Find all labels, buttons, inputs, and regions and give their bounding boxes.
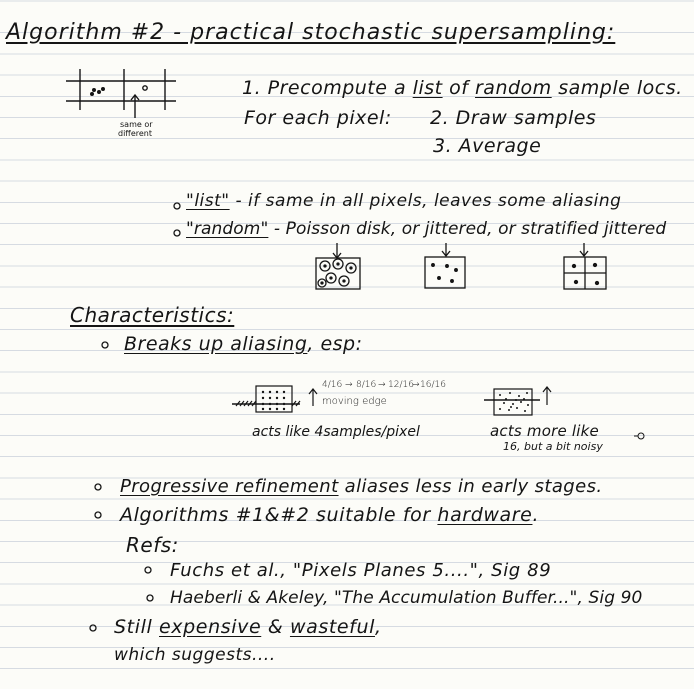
arrow-1: →	[345, 380, 353, 390]
which-suggests: which suggests....	[114, 645, 276, 665]
for-each-pixel-label: For each pixel:	[244, 107, 392, 129]
breaks-aliasing-key: Breaks up aliasing	[124, 333, 308, 355]
bullet-list-note	[186, 191, 621, 211]
algorithms-end: .	[532, 504, 540, 526]
arrow-2: →	[378, 380, 386, 390]
bullet-markers	[90, 203, 180, 631]
bullet-random-key: "random"	[186, 219, 269, 239]
still-expensive-line	[114, 616, 382, 638]
noisy-samples-sketch	[484, 387, 551, 415]
bullet-list-text: - if same in all pixels, leaves some aliasing	[229, 191, 622, 211]
progressive-rest: aliases less in early stages.	[338, 476, 603, 497]
sample-grid-dots	[262, 391, 285, 410]
progressive-key: Progressive refinement	[120, 476, 339, 497]
step-1	[242, 77, 683, 99]
breaks-aliasing-rest: , esp:	[307, 333, 363, 355]
step-1-prefix: 1. Precompute a	[242, 77, 413, 99]
pixel-sketch-note-1: same or	[120, 120, 153, 129]
still-end: ,	[374, 616, 382, 638]
step-1-of: of	[442, 77, 475, 99]
fraction-1: 4/16	[322, 380, 343, 390]
algorithms-hardware: hardware	[437, 504, 533, 526]
breaks-aliasing-line	[124, 333, 363, 355]
acts-like-right-1: acts more like	[490, 422, 599, 440]
page-title: Algorithm #2 - practical stochastic supersampling:	[6, 20, 616, 45]
still-amp: &	[261, 616, 290, 638]
acts-like-right-2: 16, but a bit noisy	[503, 440, 603, 453]
fraction-4: 16/16	[420, 380, 446, 390]
algorithms-prefix: Algorithms #1&#2 suitable for	[120, 504, 438, 526]
jittered-sketch	[425, 243, 465, 288]
bullet-random-note	[186, 219, 666, 239]
moving-edge-sketch	[232, 386, 317, 412]
step-1-list: list	[412, 77, 443, 99]
still-wasteful: wasteful	[289, 616, 375, 638]
noisy-sample-dots	[499, 392, 529, 412]
progressive-line	[120, 476, 603, 497]
algorithms-line	[120, 504, 539, 526]
reference-1: Fuchs et al., "Pixels Planes 5....", Sig 89	[170, 560, 552, 581]
step-1-suffix: sample locs.	[551, 77, 683, 99]
poisson-disk-sketch	[316, 243, 360, 289]
fraction-3: 12/16	[388, 380, 414, 390]
pixel-row-sketch	[66, 69, 176, 118]
step-1-random: random	[474, 77, 552, 99]
pixel-sketch-note-2: different	[118, 129, 152, 138]
bullet-random-text: - Poisson disk, or jittered, or stratified jittered	[268, 219, 667, 239]
stratified-jittered-sketch	[564, 243, 606, 289]
acts-like-left: acts like 4samples/pixel	[252, 424, 420, 440]
bullet-list-key: "list"	[186, 191, 230, 211]
arrow-3: →	[412, 380, 420, 390]
characteristics-heading: Characteristics:	[70, 303, 235, 327]
moving-edge-label: moving edge	[322, 396, 387, 407]
still-expensive: expensive	[159, 616, 262, 638]
step-2: 2. Draw samples	[430, 107, 597, 129]
still-prefix: Still	[114, 616, 159, 638]
step-3: 3. Average	[433, 135, 542, 157]
fraction-2: 8/16	[356, 380, 377, 390]
reference-2: Haeberli & Akeley, "The Accumulation Buffer...", Sig 90	[170, 588, 643, 608]
doodle-icon	[634, 433, 644, 439]
refs-label: Refs:	[126, 533, 179, 557]
